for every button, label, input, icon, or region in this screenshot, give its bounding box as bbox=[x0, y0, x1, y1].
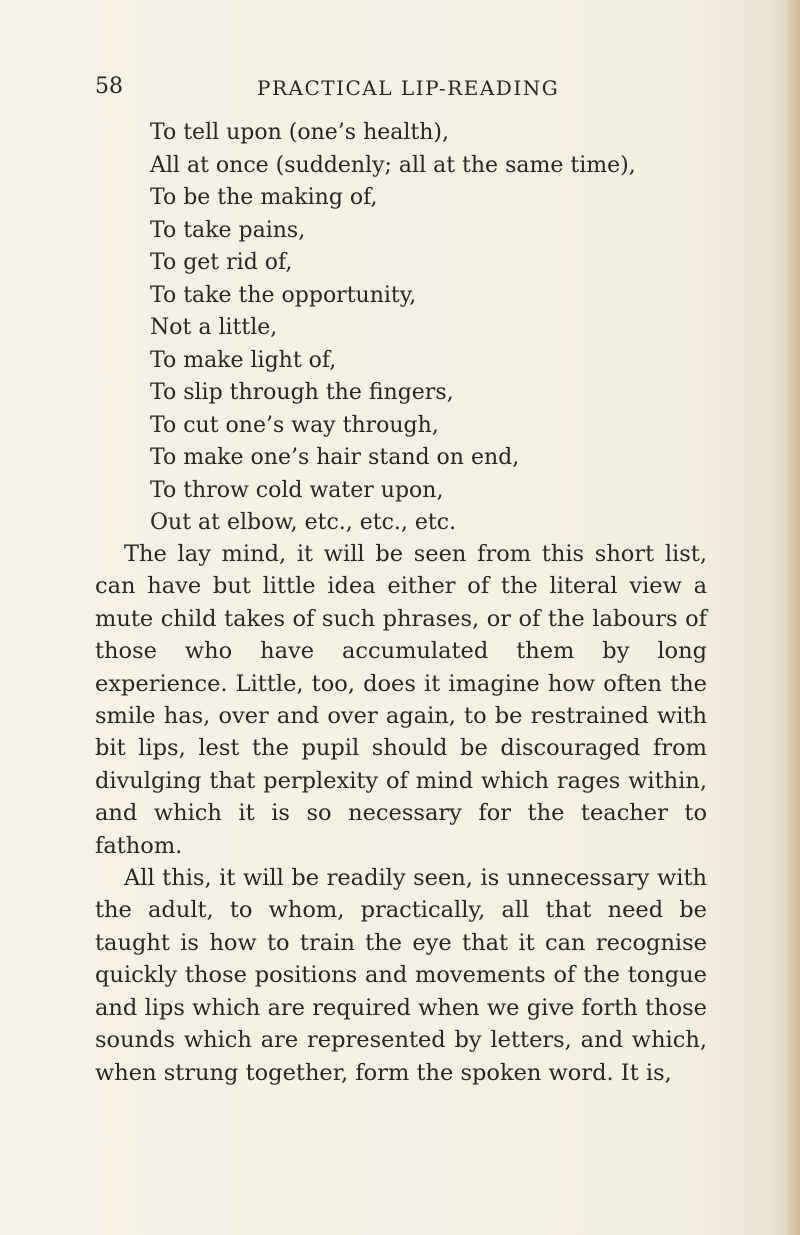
phrase-item: To tell upon (one’s health), bbox=[150, 120, 450, 145]
phrase-item: To slip through the fingers, bbox=[150, 380, 454, 405]
body-text bbox=[95, 538, 707, 1089]
phrase-item: To take the opportunity, bbox=[150, 282, 417, 308]
phrase-item: Not a little, bbox=[150, 315, 278, 340]
phrase-item: To make light of, bbox=[150, 347, 337, 373]
page-number: 58 bbox=[95, 74, 123, 99]
phrase-item: To get rid of, bbox=[150, 250, 293, 275]
phrase-item: To throw cold water upon, bbox=[150, 477, 444, 503]
phrase-item: All at once (suddenly; all at the same time), bbox=[150, 152, 636, 178]
phrase-list bbox=[150, 117, 636, 540]
phrase-item: To make one’s hair stand on end, bbox=[150, 445, 520, 470]
page-edge bbox=[788, 0, 800, 1235]
paragraph: The lay mind, it will be seen from this short list, can have but little idea either of the literal view a mute child takes of such phrases, or of the labours of those who have accumulated them by long experience. Little, too, does it imagine how often the smile has, over and over again, to be restrained with bit lips, lest the pupil should be discouraged from divulging that perplexity of mind which rages within, and which it is so necessary for the teacher to fathom. bbox=[95, 541, 707, 859]
phrase-item: To cut one’s way through, bbox=[150, 412, 439, 438]
paragraph: All this, it will be readily seen, is unnecessary with the adult, to whom, practically, all that need be taught is how to train the eye that it can recognise quickly those positions and movements of the tongue and lips which are required when we give forth those sounds which are represented by letters, and which, when strung together, form the spoken word. It is, bbox=[95, 865, 707, 1086]
page-header bbox=[95, 74, 715, 102]
phrase-item: Out at elbow, etc., etc., etc. bbox=[150, 510, 457, 535]
phrase-item: To take pains, bbox=[150, 217, 306, 243]
phrase-item: To be the making of, bbox=[150, 185, 378, 210]
running-head: PRACTICAL LIP-READING bbox=[257, 76, 560, 100]
